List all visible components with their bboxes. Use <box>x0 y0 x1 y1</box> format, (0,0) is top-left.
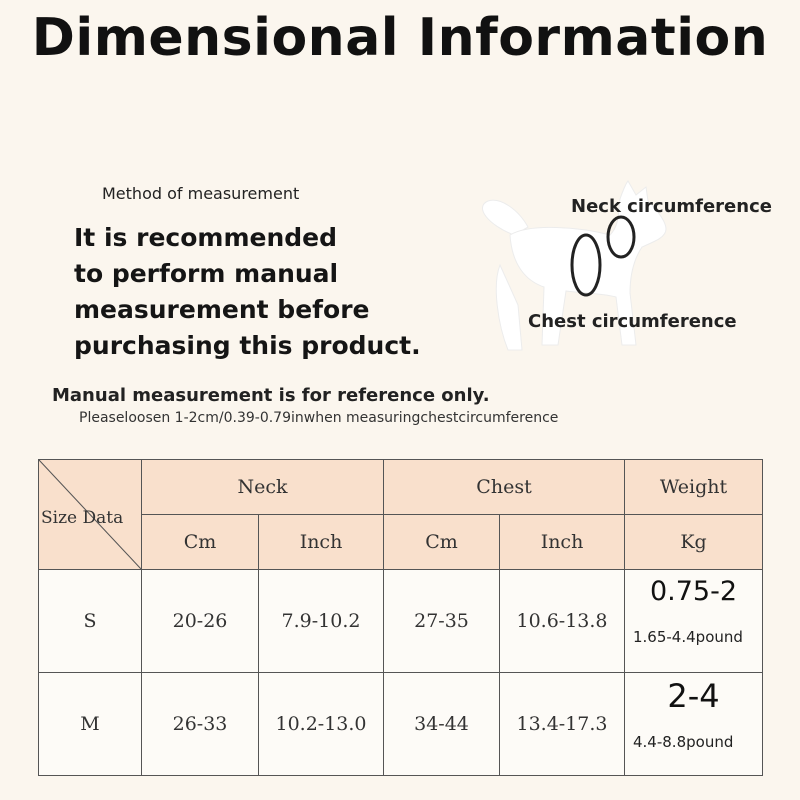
corner-label: Size Data <box>41 508 124 528</box>
size-cell: M <box>39 673 142 776</box>
chest-inch-header: Inch <box>500 515 625 570</box>
chest-cm-cell: 27-35 <box>384 570 500 673</box>
weight-kg-header: Kg <box>625 515 763 570</box>
size-data-corner-cell <box>39 460 142 570</box>
table-row <box>39 570 763 673</box>
neck-header: Neck <box>142 460 384 515</box>
method-label: Method of measurement <box>102 184 300 203</box>
recommendation-line: measurement before <box>74 295 370 324</box>
chest-inch-cell: 10.6-13.8 <box>500 570 625 673</box>
manual-note: Manual measurement is for reference only. <box>52 385 490 406</box>
recommendation-line: purchasing this product. <box>74 331 421 360</box>
neck-cm-header: Cm <box>142 515 259 570</box>
neck-inch-header: Inch <box>259 515 384 570</box>
page-title: Dimensional Information <box>31 8 769 68</box>
size-table <box>38 459 763 776</box>
weight-lb-value: 1.65-4.4pound <box>633 628 743 646</box>
chest-circumference-label: Chest circumference <box>528 311 737 332</box>
weight-kg-value: 0.75-2 <box>649 576 738 607</box>
neck-inch-cell: 7.9-10.2 <box>259 570 384 673</box>
size-cell: S <box>39 570 142 673</box>
chest-header: Chest <box>384 460 625 515</box>
weight-cell <box>625 673 763 776</box>
weight-lb-value: 4.4-8.8pound <box>633 733 734 751</box>
table-row <box>39 673 763 776</box>
weight-cell <box>625 570 763 673</box>
chest-cm-cell: 34-44 <box>384 673 500 776</box>
recommendation-line: to perform manual <box>74 259 339 288</box>
loosen-note: Pleaseloosen 1-2cm/0.39-0.79inwhen measuringchestcircumference <box>79 410 559 426</box>
neck-circumference-label: Neck circumference <box>571 196 772 217</box>
neck-cm-cell: 20-26 <box>142 570 259 673</box>
chest-inch-cell: 13.4-17.3 <box>500 673 625 776</box>
weight-kg-value: 2-4 <box>667 677 720 715</box>
weight-header: Weight <box>625 460 763 515</box>
neck-cm-cell: 26-33 <box>142 673 259 776</box>
chest-cm-header: Cm <box>384 515 500 570</box>
recommendation-text <box>74 220 421 364</box>
recommendation-line: It is recommended <box>74 223 337 252</box>
neck-inch-cell: 10.2-13.0 <box>259 673 384 776</box>
